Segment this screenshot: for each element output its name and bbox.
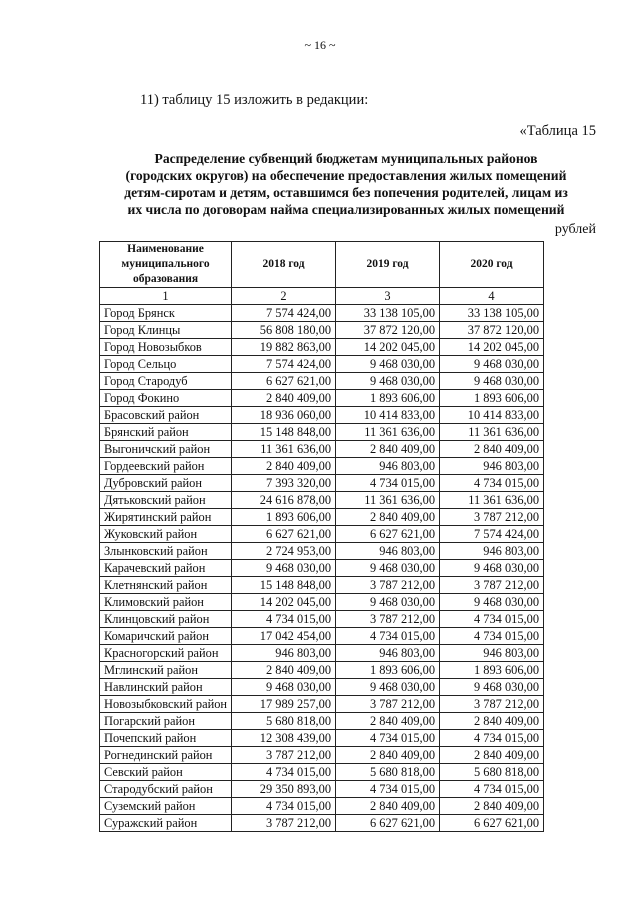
cell-2018: 4 734 015,00 [232, 764, 336, 781]
cell-2018: 7 393 320,00 [232, 475, 336, 492]
cell-2020: 9 468 030,00 [440, 356, 544, 373]
title-line: (городских округов) на обеспечение предоставления жилых помещений [125, 168, 567, 183]
table-row [100, 798, 544, 815]
table-row [100, 441, 544, 458]
cell-2018: 6 627 621,00 [232, 526, 336, 543]
cell-municipality: Город Стародуб [100, 373, 232, 390]
table-row [100, 764, 544, 781]
cell-2020: 946 803,00 [440, 645, 544, 662]
cell-2020: 9 468 030,00 [440, 594, 544, 611]
cell-2018: 1 893 606,00 [232, 509, 336, 526]
cell-municipality: Брянский район [100, 424, 232, 441]
table-row [100, 475, 544, 492]
column-index: 2 [232, 288, 336, 305]
cell-2019: 9 468 030,00 [336, 594, 440, 611]
column-index: 4 [440, 288, 544, 305]
cell-2019: 6 627 621,00 [336, 526, 440, 543]
cell-2020: 6 627 621,00 [440, 815, 544, 832]
cell-municipality: Рогнединский район [100, 747, 232, 764]
table-row [100, 730, 544, 747]
cell-municipality: Город Клинцы [100, 322, 232, 339]
header-2019: 2019 год [336, 242, 440, 288]
cell-2019: 9 468 030,00 [336, 560, 440, 577]
cell-2020: 1 893 606,00 [440, 390, 544, 407]
cell-2020: 5 680 818,00 [440, 764, 544, 781]
cell-2018: 15 148 848,00 [232, 577, 336, 594]
table-row [100, 679, 544, 696]
cell-municipality: Красногорский район [100, 645, 232, 662]
cell-municipality: Дятьковский район [100, 492, 232, 509]
cell-municipality: Выгоничский район [100, 441, 232, 458]
page-number: ~ 16 ~ [304, 38, 336, 52]
cell-municipality: Клинцовский район [100, 611, 232, 628]
cell-2019: 5 680 818,00 [336, 764, 440, 781]
table-row [100, 628, 544, 645]
column-index-row [100, 288, 544, 305]
cell-2020: 37 872 120,00 [440, 322, 544, 339]
cell-2020: 2 840 409,00 [440, 441, 544, 458]
cell-2020: 14 202 045,00 [440, 339, 544, 356]
table-row [100, 339, 544, 356]
cell-2018: 2 840 409,00 [232, 662, 336, 679]
cell-2020: 946 803,00 [440, 543, 544, 560]
cell-2020: 4 734 015,00 [440, 781, 544, 798]
cell-2019: 1 893 606,00 [336, 662, 440, 679]
cell-2019: 4 734 015,00 [336, 730, 440, 747]
cell-2019: 11 361 636,00 [336, 424, 440, 441]
cell-2020: 4 734 015,00 [440, 628, 544, 645]
cell-municipality: Севский район [100, 764, 232, 781]
cell-2019: 33 138 105,00 [336, 305, 440, 322]
table-label: «Таблица 15 [519, 123, 596, 139]
cell-municipality: Навлинский район [100, 679, 232, 696]
header-2020: 2020 год [440, 242, 544, 288]
table-row [100, 509, 544, 526]
cell-2018: 17 042 454,00 [232, 628, 336, 645]
table-row [100, 815, 544, 832]
cell-2019: 9 468 030,00 [336, 679, 440, 696]
table-row [100, 611, 544, 628]
cell-2020: 10 414 833,00 [440, 407, 544, 424]
title-line: детям-сиротам и детям, оставшимся без попечения родителей, лицам из [124, 185, 568, 200]
subvention-table [99, 241, 544, 832]
header-2018: 2018 год [232, 242, 336, 288]
cell-2019: 3 787 212,00 [336, 696, 440, 713]
header-row [100, 242, 544, 288]
cell-2019: 4 734 015,00 [336, 475, 440, 492]
cell-2018: 4 734 015,00 [232, 611, 336, 628]
cell-2018: 5 680 818,00 [232, 713, 336, 730]
cell-2019: 4 734 015,00 [336, 628, 440, 645]
table-row [100, 577, 544, 594]
cell-2019: 10 414 833,00 [336, 407, 440, 424]
cell-2020: 3 787 212,00 [440, 696, 544, 713]
cell-2020: 4 734 015,00 [440, 475, 544, 492]
table-row [100, 594, 544, 611]
cell-2020: 33 138 105,00 [440, 305, 544, 322]
cell-2020: 9 468 030,00 [440, 560, 544, 577]
table-row [100, 696, 544, 713]
cell-2020: 11 361 636,00 [440, 424, 544, 441]
table-row [100, 713, 544, 730]
table-row [100, 356, 544, 373]
table-row [100, 390, 544, 407]
table-row [100, 645, 544, 662]
table-row [100, 305, 544, 322]
cell-2018: 2 724 953,00 [232, 543, 336, 560]
cell-2020: 7 574 424,00 [440, 526, 544, 543]
table-row [100, 492, 544, 509]
cell-municipality: Жуковский район [100, 526, 232, 543]
cell-2019: 37 872 120,00 [336, 322, 440, 339]
cell-2018: 14 202 045,00 [232, 594, 336, 611]
cell-municipality: Гордеевский район [100, 458, 232, 475]
cell-municipality: Комаричский район [100, 628, 232, 645]
cell-2018: 9 468 030,00 [232, 560, 336, 577]
cell-2018: 56 808 180,00 [232, 322, 336, 339]
table-row [100, 458, 544, 475]
cell-2019: 946 803,00 [336, 645, 440, 662]
cell-municipality: Климовский район [100, 594, 232, 611]
cell-2020: 4 734 015,00 [440, 730, 544, 747]
cell-2020: 4 734 015,00 [440, 611, 544, 628]
cell-2019: 11 361 636,00 [336, 492, 440, 509]
cell-municipality: Злынковский район [100, 543, 232, 560]
cell-2019: 2 840 409,00 [336, 713, 440, 730]
cell-2020: 11 361 636,00 [440, 492, 544, 509]
cell-municipality: Город Новозыбков [100, 339, 232, 356]
cell-2018: 2 840 409,00 [232, 390, 336, 407]
cell-2018: 11 361 636,00 [232, 441, 336, 458]
cell-2018: 7 574 424,00 [232, 356, 336, 373]
title-line: их числа по договорам найма специализированных жилых помещений [127, 202, 565, 217]
cell-2018: 6 627 621,00 [232, 373, 336, 390]
cell-2018: 17 989 257,00 [232, 696, 336, 713]
cell-municipality: Жирятинский район [100, 509, 232, 526]
intro-text: 11) таблицу 15 изложить в редакции: [140, 92, 369, 108]
cell-municipality: Карачевский район [100, 560, 232, 577]
cell-municipality: Город Брянск [100, 305, 232, 322]
cell-2018: 29 350 893,00 [232, 781, 336, 798]
unit-label: рублей [554, 222, 596, 237]
cell-municipality: Клетнянский район [100, 577, 232, 594]
cell-municipality: Дубровский район [100, 475, 232, 492]
cell-2019: 2 840 409,00 [336, 441, 440, 458]
title-line: Распределение субвенций бюджетам муниципальных районов [154, 151, 538, 166]
cell-2019: 2 840 409,00 [336, 509, 440, 526]
cell-2018: 3 787 212,00 [232, 747, 336, 764]
column-index: 3 [336, 288, 440, 305]
cell-2020: 3 787 212,00 [440, 509, 544, 526]
document-title [96, 150, 596, 218]
cell-2018: 12 308 439,00 [232, 730, 336, 747]
table-row [100, 560, 544, 577]
cell-2020: 3 787 212,00 [440, 577, 544, 594]
table-body [100, 288, 544, 832]
cell-municipality: Город Фокино [100, 390, 232, 407]
cell-2018: 4 734 015,00 [232, 798, 336, 815]
cell-2018: 3 787 212,00 [232, 815, 336, 832]
table-row [100, 662, 544, 679]
cell-municipality: Город Сельцо [100, 356, 232, 373]
table-row [100, 424, 544, 441]
table-row [100, 322, 544, 339]
cell-2020: 1 893 606,00 [440, 662, 544, 679]
cell-2019: 946 803,00 [336, 458, 440, 475]
cell-2018: 18 936 060,00 [232, 407, 336, 424]
cell-2019: 2 840 409,00 [336, 798, 440, 815]
cell-municipality: Брасовский район [100, 407, 232, 424]
cell-municipality: Новозыбковский район [100, 696, 232, 713]
cell-2020: 9 468 030,00 [440, 373, 544, 390]
column-index: 1 [100, 288, 232, 305]
table-row [100, 543, 544, 560]
cell-municipality: Суземский район [100, 798, 232, 815]
table-row [100, 407, 544, 424]
cell-2019: 946 803,00 [336, 543, 440, 560]
cell-2018: 7 574 424,00 [232, 305, 336, 322]
table-row [100, 747, 544, 764]
cell-2018: 24 616 878,00 [232, 492, 336, 509]
cell-municipality: Погарский район [100, 713, 232, 730]
table-row [100, 526, 544, 543]
cell-2019: 2 840 409,00 [336, 747, 440, 764]
cell-2018: 9 468 030,00 [232, 679, 336, 696]
header-name: Наименование муниципального образования [100, 242, 232, 288]
cell-2018: 19 882 863,00 [232, 339, 336, 356]
cell-2018: 2 840 409,00 [232, 458, 336, 475]
cell-2019: 9 468 030,00 [336, 373, 440, 390]
cell-2019: 4 734 015,00 [336, 781, 440, 798]
table-row [100, 781, 544, 798]
cell-2019: 9 468 030,00 [336, 356, 440, 373]
cell-2020: 9 468 030,00 [440, 679, 544, 696]
cell-2020: 2 840 409,00 [440, 798, 544, 815]
cell-municipality: Стародубский район [100, 781, 232, 798]
cell-2019: 3 787 212,00 [336, 577, 440, 594]
cell-municipality: Почепский район [100, 730, 232, 747]
cell-2019: 14 202 045,00 [336, 339, 440, 356]
cell-municipality: Суражский район [100, 815, 232, 832]
cell-2020: 2 840 409,00 [440, 713, 544, 730]
cell-2020: 946 803,00 [440, 458, 544, 475]
cell-2019: 6 627 621,00 [336, 815, 440, 832]
cell-2019: 1 893 606,00 [336, 390, 440, 407]
cell-2020: 2 840 409,00 [440, 747, 544, 764]
cell-2018: 15 148 848,00 [232, 424, 336, 441]
cell-municipality: Мглинский район [100, 662, 232, 679]
table-row [100, 373, 544, 390]
cell-2019: 3 787 212,00 [336, 611, 440, 628]
cell-2018: 946 803,00 [232, 645, 336, 662]
